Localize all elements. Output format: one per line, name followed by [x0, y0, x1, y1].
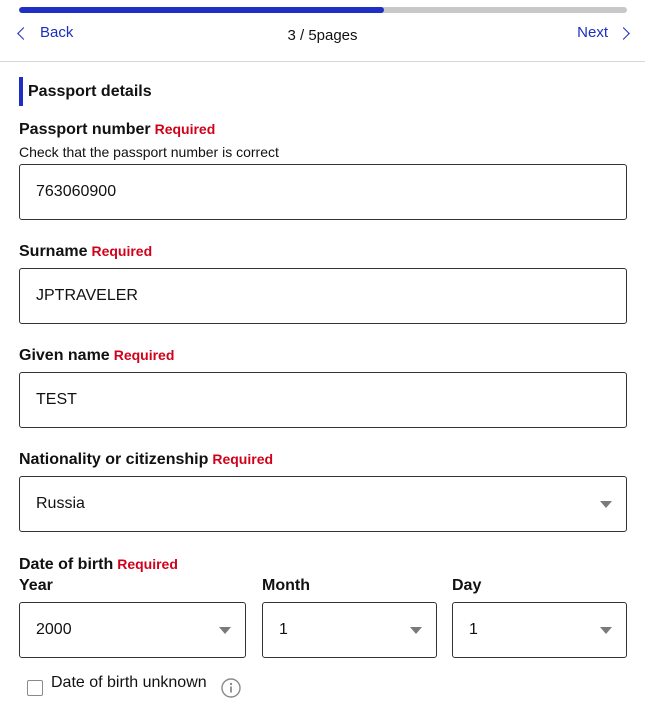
given-name-input[interactable] — [19, 372, 627, 428]
dob-unknown-checkbox[interactable] — [27, 680, 43, 696]
required-badge: Required — [212, 451, 274, 467]
day-select[interactable] — [452, 602, 627, 658]
month-value: 1 — [279, 621, 288, 638]
month-select[interactable] — [262, 602, 437, 658]
passport-number-label-text: Passport number — [19, 121, 151, 138]
year-select[interactable] — [19, 602, 246, 658]
section-title: Passport details — [19, 77, 152, 106]
chevron-right-icon — [617, 27, 630, 40]
surname-label-text: Surname — [19, 243, 88, 260]
required-badge: Required — [113, 347, 175, 363]
year-label: Year — [19, 577, 53, 594]
surname-input[interactable] — [19, 268, 627, 324]
caret-down-icon — [219, 627, 231, 634]
nationality-label — [19, 451, 273, 469]
day-value: 1 — [469, 621, 478, 638]
given-name-label — [19, 347, 174, 365]
required-badge: Required — [117, 556, 178, 572]
nationality-select[interactable] — [19, 476, 627, 532]
date-of-birth-label — [19, 556, 178, 574]
back-label: Back — [40, 24, 74, 41]
nationality-label-text: Nationality or citizenship — [19, 451, 209, 468]
caret-down-icon — [600, 627, 612, 634]
given-name-label-text: Given name — [19, 347, 110, 364]
year-value: 2000 — [36, 621, 72, 638]
info-icon[interactable] — [221, 678, 241, 698]
progress-bar-fill — [19, 7, 384, 13]
passport-number-hint: Check that the passport number is correct — [19, 144, 279, 160]
caret-down-icon — [410, 627, 422, 634]
month-label: Month — [262, 577, 310, 594]
passport-number-value: 763060900 — [36, 183, 117, 200]
progress-bar — [19, 7, 627, 13]
surname-value: JPTRAVELER — [36, 287, 138, 304]
page-navigation — [0, 20, 645, 50]
passport-number-input[interactable] — [19, 164, 627, 220]
given-name-value: TEST — [36, 391, 77, 408]
date-of-birth-label-text: Date of birth — [19, 556, 114, 573]
passport-number-label — [19, 121, 215, 139]
nationality-value: Russia — [36, 495, 85, 512]
next-label: Next — [577, 24, 608, 41]
header-divider — [0, 61, 645, 62]
page-indicator: 3 / 5pages — [287, 27, 358, 44]
surname-label — [19, 243, 152, 261]
dob-unknown-label[interactable]: Date of birth unknown — [51, 674, 207, 691]
required-badge: Required — [154, 121, 216, 137]
next-button[interactable] — [577, 24, 628, 41]
caret-down-icon — [600, 501, 612, 508]
day-label: Day — [452, 577, 482, 594]
required-badge: Required — [91, 243, 153, 259]
dob-unknown-row — [27, 668, 241, 698]
